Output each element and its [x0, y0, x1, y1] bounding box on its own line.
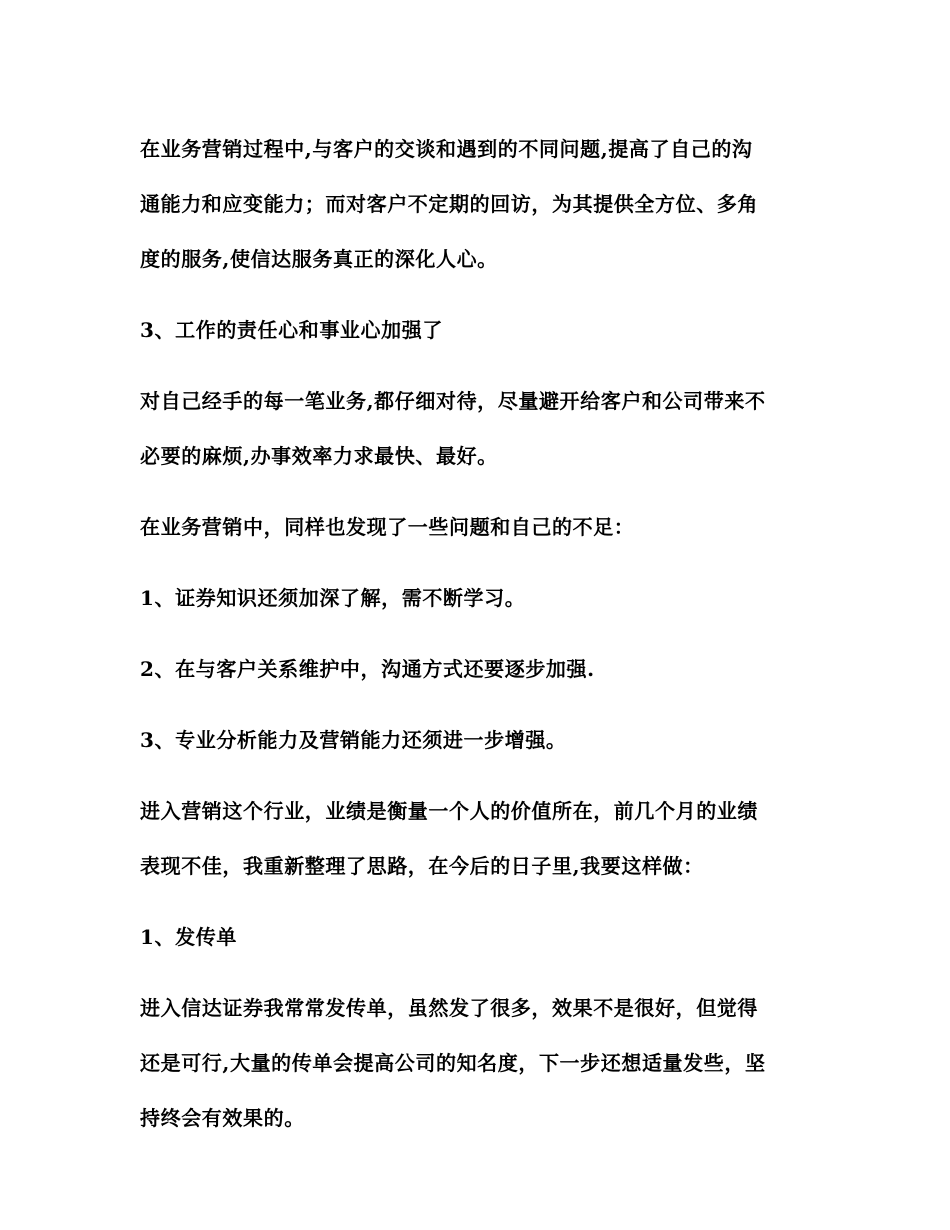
text-line: 2、在与客户关系维护中，沟通方式还要逐步加强. [140, 657, 595, 681]
text-line: 进入营销这个行业，业绩是衡量一个人的价值所在，前几个月的业绩 [140, 799, 758, 823]
text-line: 3、工作的责任心和事业心加强了 [140, 318, 443, 342]
text-line: 持终会有效果的。 [140, 1106, 305, 1130]
text-line: 还是可行,大量的传单会提高公司的知名度，下一步还想适量发些，坚 [140, 1051, 766, 1075]
paragraph-communication [140, 122, 810, 287]
text-line: 表现不佳，我重新整理了思路，在今后的日子里,我要这样做： [140, 854, 704, 878]
document-body [140, 122, 810, 1162]
text-line: 进入信达证券我常常发传单，虽然发了很多，效果不是很好，但觉得 [140, 996, 758, 1020]
text-line: 1、证券知识还须加深了解，需不断学习。 [140, 586, 526, 610]
paragraph-performance [140, 784, 810, 894]
text-line: 1、发传单 [140, 925, 237, 949]
paragraph-shortcomings-intro [140, 500, 810, 555]
text-line: 度的服务,使信达服务真正的深化人心。 [140, 247, 498, 271]
paragraph-leaflets [140, 981, 810, 1146]
text-line: 3、专业分析能力及营销能力还须进一步增强。 [140, 728, 567, 752]
text-line: 通能力和应变能力；而对客户不定期的回访，为其提供全方位、多角 [140, 192, 758, 216]
paragraph-business-care [140, 374, 810, 484]
heading-responsibility [140, 303, 810, 358]
text-line: 在业务营销中，同样也发现了一些问题和自己的不足： [140, 515, 635, 539]
text-line: 在业务营销过程中,与客户的交谈和遇到的不同问题,提高了自己的沟 [140, 137, 753, 161]
list-item-shortcoming-3 [140, 713, 810, 768]
text-line: 必要的麻烦,办事效率力求最快、最好。 [140, 444, 498, 468]
heading-leaflets [140, 910, 810, 965]
list-item-shortcoming-2 [140, 642, 810, 697]
text-line: 对自己经手的每一笔业务,都仔细对待，尽量避开给客户和公司带来不 [140, 389, 766, 413]
list-item-shortcoming-1 [140, 571, 810, 626]
